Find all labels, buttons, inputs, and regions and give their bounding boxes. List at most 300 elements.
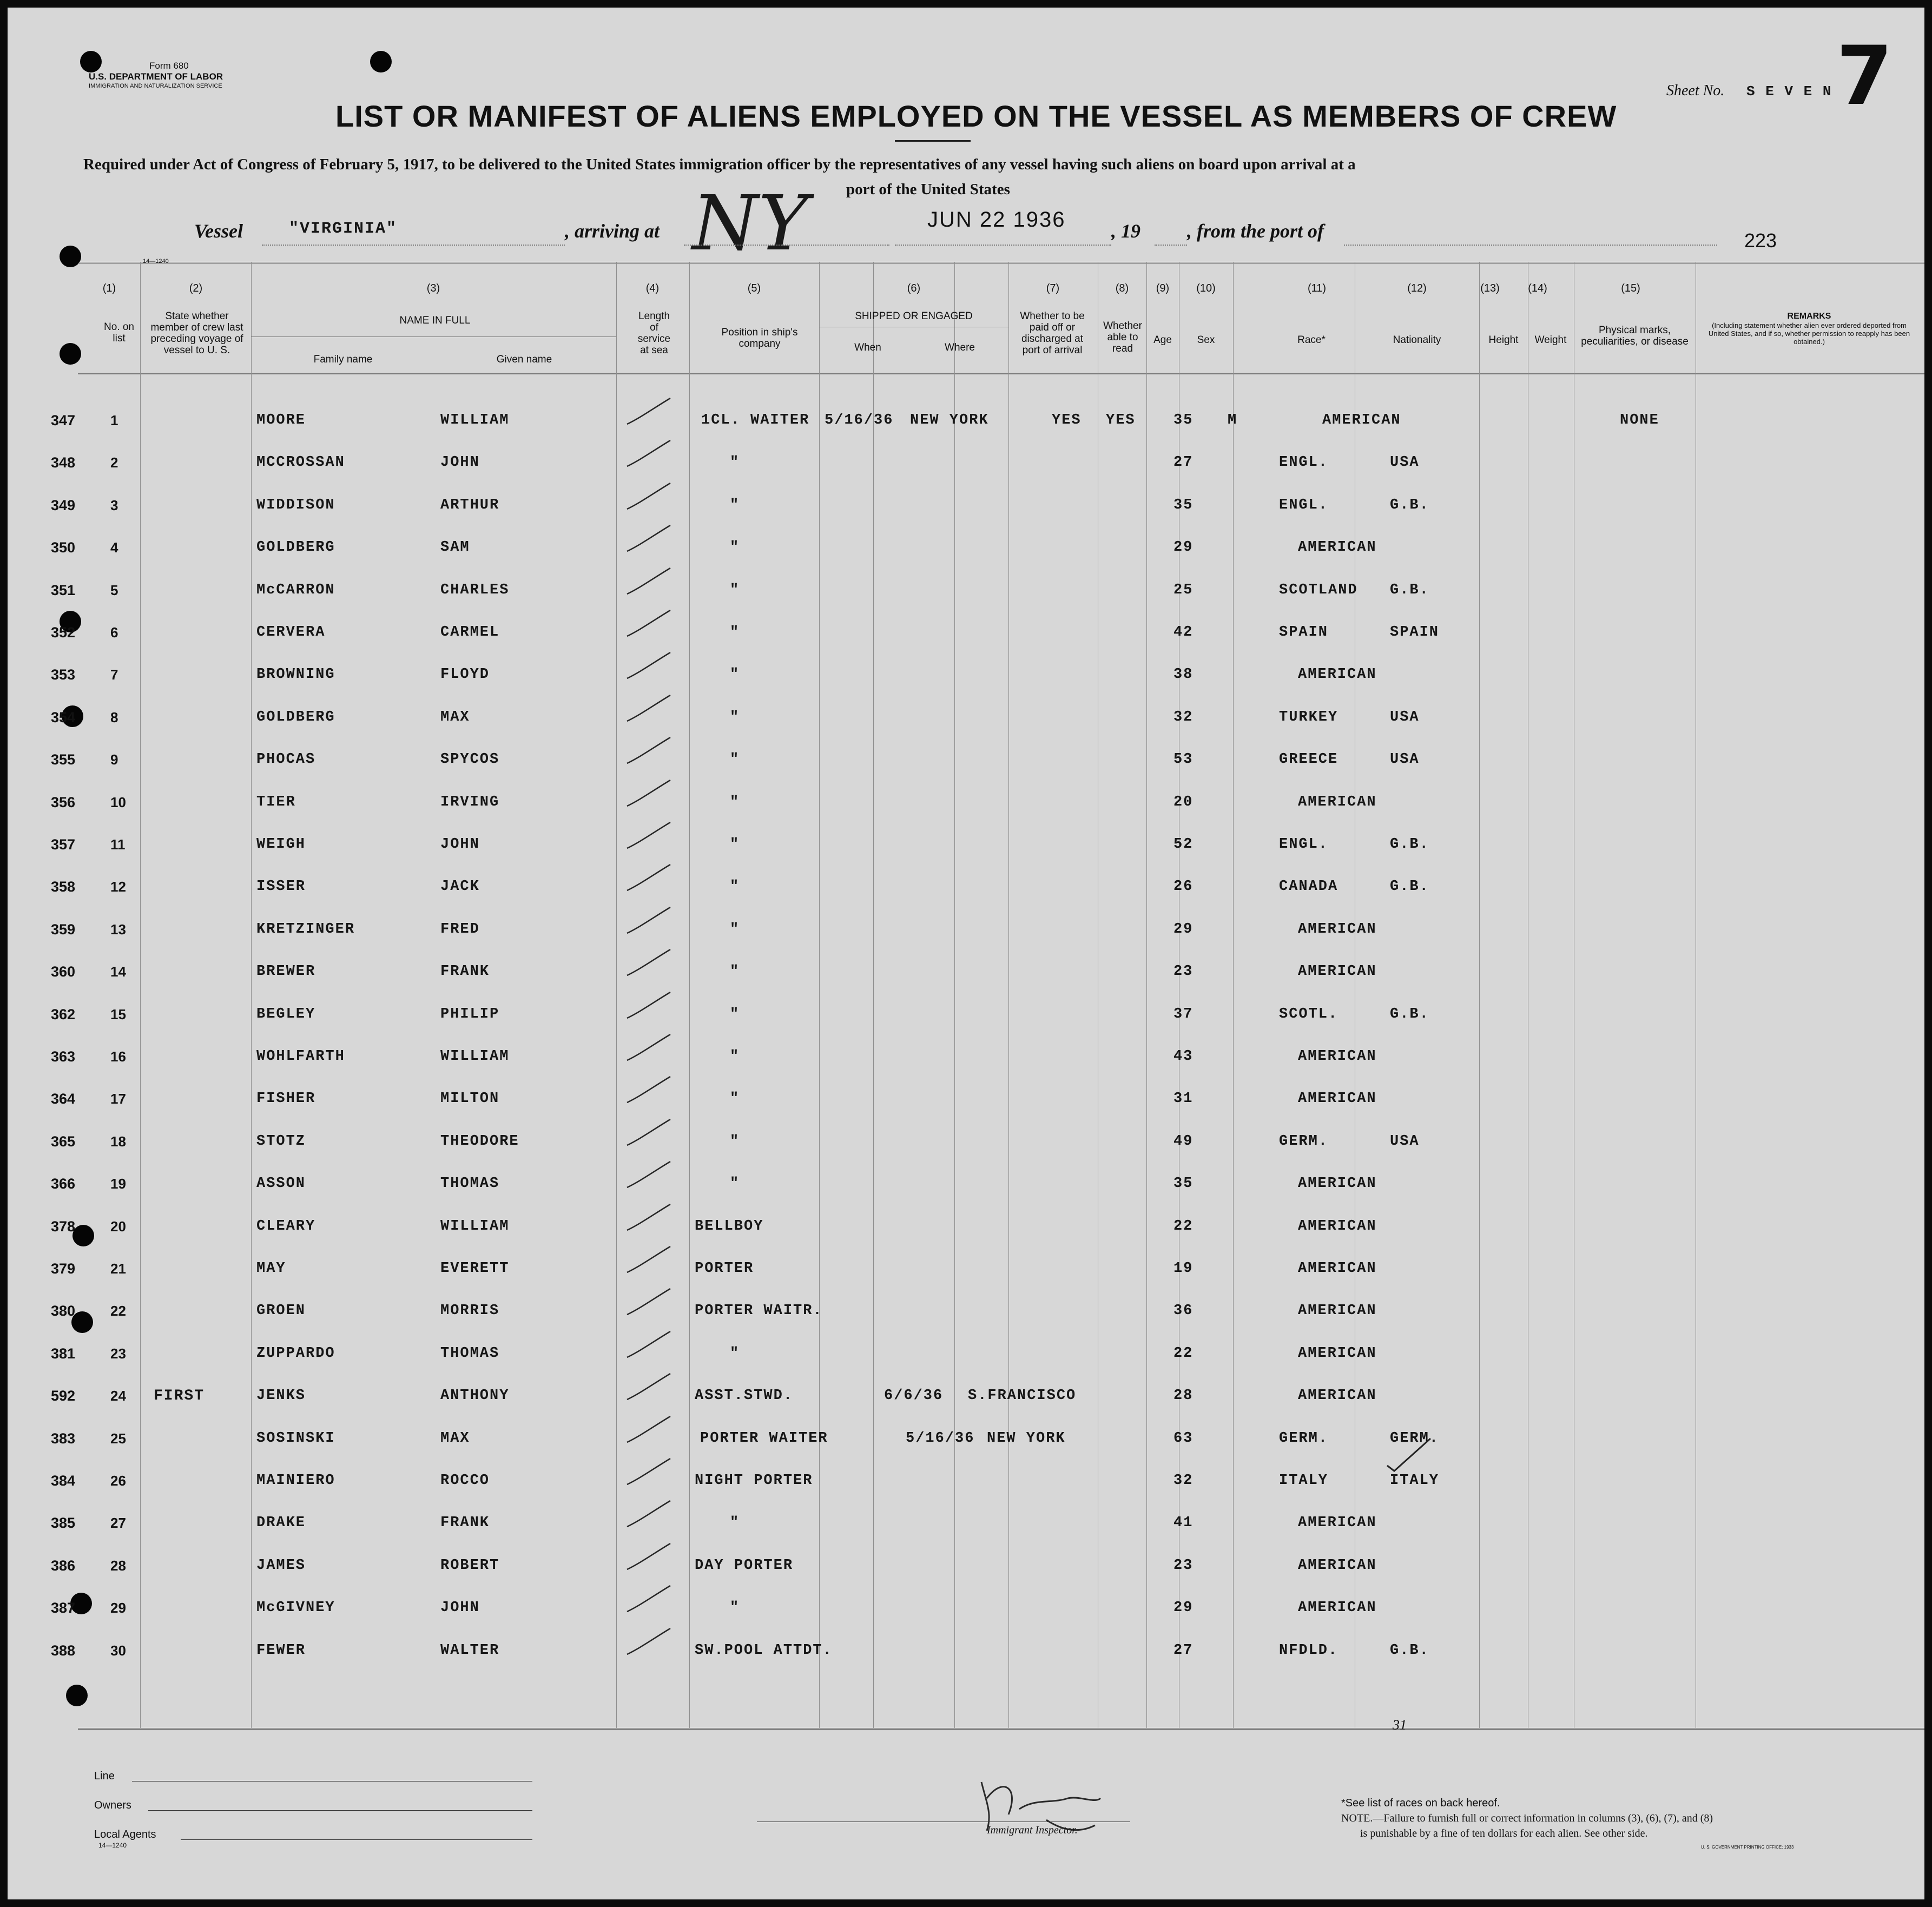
row-number: 13 [110, 921, 126, 938]
row-race: AMERICAN [1298, 1345, 1377, 1362]
row-family-name: FEWER [256, 1642, 306, 1659]
col-header-previous-voyage: State whether member of crew last preceding voyage of vessel to U. S. [150, 311, 243, 356]
row-family-name: GROEN [256, 1303, 306, 1319]
row-age: 42 [1173, 624, 1194, 641]
row-number: 27 [110, 1515, 126, 1532]
col-header-shipped-or-engaged: SHIPPED OR ENGAGED [855, 311, 973, 322]
from-port-dotline [1344, 245, 1717, 246]
row-family-name: ASSON [256, 1176, 306, 1192]
row-position: " [730, 921, 740, 938]
row-number: 25 [110, 1430, 126, 1447]
row-ref-number: 349 [51, 497, 76, 513]
row-race: SCOTLAND [1279, 582, 1358, 598]
col-num-13: (13) [1480, 282, 1500, 294]
row-given-name: JOHN [440, 836, 480, 853]
row-ref-number: 365 [51, 1133, 76, 1150]
row-position: PORTER [695, 1261, 754, 1277]
tick-mark-icon [624, 1414, 673, 1447]
tick-mark-icon [624, 1583, 673, 1616]
row-race: AMERICAN [1298, 921, 1377, 938]
col-num-3: (3) [426, 282, 440, 294]
table-row [8, 794, 1924, 836]
row-number: 10 [110, 794, 126, 810]
tick-mark-icon [624, 693, 673, 725]
row-age: 35 [1173, 497, 1194, 513]
row-nationality: USA [1390, 454, 1420, 471]
tick-mark-icon [624, 1456, 673, 1489]
row-family-name: PHOCAS [256, 751, 316, 768]
row-previous-voyage: FIRST [154, 1388, 205, 1405]
row-age: 63 [1173, 1430, 1194, 1447]
row-family-name: McCARRON [256, 582, 335, 598]
row-physical-marks: NONE [1620, 412, 1659, 428]
punch-hole [60, 246, 81, 267]
arriving-handwritten: NY [692, 180, 808, 268]
table-row [8, 1218, 1924, 1261]
row-given-name: WILLIAM [440, 412, 510, 428]
row-number: 26 [110, 1473, 126, 1489]
row-ref-number: 355 [51, 751, 76, 768]
row-position: " [730, 1048, 740, 1065]
row-nationality: GERM. [1390, 1430, 1440, 1447]
row-race: AMERICAN [1298, 1303, 1377, 1319]
row-race: CANADA [1279, 879, 1338, 895]
row-number: 16 [110, 1048, 126, 1065]
row-position: NIGHT PORTER [695, 1473, 813, 1489]
footer-note-races: *See list of races on back hereof. [1341, 1797, 1500, 1809]
row-family-name: McGIVNEY [256, 1600, 335, 1616]
row-age: 52 [1173, 836, 1194, 853]
row-given-name: ROBERT [440, 1557, 500, 1574]
row-family-name: MAY [256, 1261, 286, 1277]
col-num-5: (5) [747, 282, 761, 294]
col-header-name-in-full: NAME IN FULL [399, 315, 471, 326]
row-ref-number: 357 [51, 836, 76, 853]
row-shipped-when: 5/16/36 [906, 1430, 975, 1447]
row-family-name: SOSINSKI [256, 1430, 335, 1447]
row-number: 28 [110, 1557, 126, 1574]
row-family-name: JENKS [256, 1388, 306, 1404]
row-given-name: ARTHUR [440, 497, 500, 513]
date-stamp: JUN 22 1936 [927, 208, 1066, 232]
row-number: 6 [110, 624, 118, 641]
row-position: ASST.STWD. [695, 1388, 794, 1404]
row-given-name: MILTON [440, 1091, 500, 1107]
tick-mark-icon [624, 990, 673, 1022]
col-num-7: (7) [1046, 282, 1060, 294]
department-name: U.S. DEPARTMENT OF LABOR [89, 71, 223, 82]
row-age: 26 [1173, 879, 1194, 895]
col-num-8: (8) [1115, 282, 1129, 294]
row-age: 29 [1173, 921, 1194, 938]
row-age: 38 [1173, 667, 1194, 683]
row-ref-number: 387 [51, 1600, 76, 1616]
row-age: 19 [1173, 1261, 1194, 1277]
row-given-name: FRANK [440, 964, 490, 980]
row-race: AMERICAN [1322, 412, 1401, 428]
footer-owners-rule [148, 1810, 532, 1811]
table-row [8, 1091, 1924, 1133]
row-nationality: USA [1390, 751, 1420, 768]
row-given-name: WILLIAM [440, 1048, 510, 1065]
col-num-12: (12) [1407, 282, 1427, 294]
table-row [8, 454, 1924, 497]
vessel-label: Vessel [194, 220, 243, 242]
tick-mark-icon [624, 650, 673, 683]
row-given-name: THOMAS [440, 1345, 500, 1362]
row-age: 32 [1173, 1473, 1194, 1489]
row-race: ITALY [1279, 1473, 1329, 1489]
row-age: 49 [1173, 1133, 1194, 1150]
row-age: 35 [1173, 1176, 1194, 1192]
col-header-length-of-service: Length of service at sea [637, 311, 671, 356]
row-age: 32 [1173, 709, 1194, 725]
row-age: 41 [1173, 1515, 1194, 1532]
row-nationality: G.B. [1390, 582, 1429, 598]
vessel-name: "VIRGINIA" [289, 220, 398, 238]
page-title: LIST OR MANIFEST OF ALIENS EMPLOYED ON THE VESSEL AS MEMBERS OF CREW [335, 99, 1617, 133]
row-race: AMERICAN [1298, 1600, 1377, 1616]
col-header-age: Age [1153, 334, 1172, 346]
col-header-paid-off: Whether to be paid off or discharged at port of arrival [1020, 311, 1085, 356]
row-given-name: WALTER [440, 1642, 500, 1659]
row-given-name: THEODORE [440, 1133, 519, 1150]
row-family-name: DRAKE [256, 1515, 306, 1532]
row-family-name: CLEARY [256, 1218, 316, 1235]
row-given-name: FRED [440, 921, 480, 938]
footer-note-fine: NOTE.—Failure to furnish full or correct information in columns (3), (6), (7), and (8) [1341, 1812, 1713, 1824]
row-number: 15 [110, 1006, 126, 1022]
row-race: ENGL. [1279, 454, 1329, 471]
col-num-2: (2) [189, 282, 203, 294]
row-ref-number: 384 [51, 1473, 76, 1489]
row-shipped-where: NEW YORK [987, 1430, 1066, 1447]
row-age: 53 [1173, 751, 1194, 768]
manifest-sheet [8, 8, 1924, 1899]
row-position: " [730, 1176, 740, 1192]
subtitle: Required under Act of Congress of February 5, 1917, to be delivered to the United States immigration officer by the representatives of any vessel having such aliens on board upon arrival at a [83, 156, 1356, 173]
row-race: AMERICAN [1298, 1048, 1377, 1065]
tick-mark-icon [624, 735, 673, 768]
row-family-name: STOTZ [256, 1133, 306, 1150]
row-ref-number: 383 [51, 1430, 76, 1447]
table-row [8, 1048, 1924, 1091]
table-row [8, 1303, 1924, 1345]
row-given-name: MAX [440, 709, 470, 725]
row-number: 11 [110, 836, 126, 853]
row-race: AMERICAN [1298, 1557, 1377, 1574]
row-family-name: ISSER [256, 879, 306, 895]
table-row [8, 1430, 1924, 1473]
row-given-name: WILLIAM [440, 1218, 510, 1235]
from-port-label: , from the port of [1187, 220, 1324, 242]
footer-note-fine-continued: is punishable by a fine of ten dollars for each alien. See other side. [1360, 1827, 1648, 1839]
row-position: 1CL. WAITER [701, 412, 810, 428]
row-nationality: ITALY [1390, 1473, 1440, 1489]
row-position: " [730, 836, 740, 853]
row-ref-number: 385 [51, 1515, 76, 1532]
row-number: 21 [110, 1261, 126, 1277]
col-header-family-name: Family name [313, 354, 373, 365]
row-race: GERM. [1279, 1430, 1329, 1447]
table-row [8, 1133, 1924, 1176]
table-row [8, 921, 1924, 964]
row-given-name: FLOYD [440, 667, 490, 683]
row-position: " [730, 1006, 740, 1022]
row-nationality: USA [1390, 1133, 1420, 1150]
row-position: PORTER WAITER [700, 1430, 828, 1447]
row-nationality: G.B. [1390, 1642, 1429, 1659]
row-race: AMERICAN [1298, 1218, 1377, 1235]
service-name: IMMIGRATION AND NATURALIZATION SERVICE [89, 83, 222, 89]
table-row [8, 1345, 1924, 1388]
row-age: 31 [1173, 1091, 1194, 1107]
row-race: ENGL. [1279, 497, 1329, 513]
row-position: " [730, 794, 740, 810]
tick-mark-icon [624, 1499, 673, 1531]
inspector-label: Immigrant Inspector. [987, 1824, 1078, 1836]
tick-mark-icon [624, 1329, 673, 1362]
row-family-name: MAINIERO [256, 1473, 335, 1489]
col-header-nationality: Nationality [1393, 334, 1441, 346]
row-ref-number: 356 [51, 794, 76, 810]
table-row [8, 1006, 1924, 1048]
table-row [8, 709, 1924, 751]
arriving-label: , arriving at [565, 220, 660, 242]
row-given-name: IRVING [440, 794, 500, 810]
row-sex: M [1228, 412, 1238, 428]
vessel-dotline [262, 245, 565, 246]
table-row [8, 539, 1924, 582]
footer-line-label: Line [94, 1770, 115, 1782]
row-nationality: USA [1390, 709, 1420, 725]
table-bottom-border [78, 1728, 1924, 1730]
row-number: 29 [110, 1600, 126, 1616]
row-age: 27 [1173, 1642, 1194, 1659]
col-header-able-to-read: Whether able to read [1103, 320, 1142, 354]
row-race: NFDLD. [1279, 1642, 1338, 1659]
table-top-border [78, 262, 1924, 263]
header-bottom-border [78, 373, 1924, 374]
row-race: GERM. [1279, 1133, 1329, 1150]
row-number: 23 [110, 1345, 126, 1362]
row-number: 7 [110, 667, 118, 683]
tick-mark-icon [624, 1626, 673, 1659]
row-ref-number: 592 [51, 1388, 76, 1404]
row-given-name: CHARLES [440, 582, 510, 598]
page-stamp: 223 [1744, 229, 1777, 252]
tick-mark-icon [624, 481, 673, 513]
col-header-physical-marks: Physical marks, peculiarities, or disease [1581, 325, 1689, 347]
col-num-14: (14) [1528, 282, 1547, 294]
subtitle-continued: port of the United States [846, 181, 1010, 198]
col-header-when: When [854, 342, 881, 353]
row-family-name: BREWER [256, 964, 316, 980]
row-position: " [730, 709, 740, 725]
row-family-name: TIER [256, 794, 296, 810]
col-header-sex: Sex [1197, 334, 1215, 346]
row-race: SCOTL. [1279, 1006, 1338, 1022]
row-shipped-when: 5/16/36 [825, 412, 894, 428]
col-header-remarks-note: (Including statement whether alien ever ordered deported from United States, and if so, whether permission to reapply has been obtained.) [1708, 321, 1910, 346]
row-number: 12 [110, 879, 126, 895]
col-header-race: Race* [1297, 334, 1326, 346]
tick-mark-icon [624, 905, 673, 938]
table-row [8, 964, 1924, 1006]
row-shipped-where: S.FRANCISCO [968, 1388, 1077, 1404]
row-ref-number: 348 [51, 454, 76, 471]
row-given-name: MORRIS [440, 1303, 500, 1319]
row-given-name: JOHN [440, 1600, 480, 1616]
row-family-name: WEIGH [256, 836, 306, 853]
row-race: AMERICAN [1298, 1261, 1377, 1277]
row-ref-number: 352 [51, 624, 76, 641]
row-position: " [730, 964, 740, 980]
title-underline [895, 140, 971, 142]
row-nationality: G.B. [1390, 1006, 1429, 1022]
row-position: " [730, 539, 740, 556]
punch-hole [370, 51, 392, 72]
tick-mark-icon [624, 1202, 673, 1235]
col-header-remarks: REMARKS [1787, 312, 1831, 321]
row-family-name: MCCROSSAN [256, 454, 345, 471]
row-number: 20 [110, 1218, 126, 1235]
tick-mark-icon [624, 1286, 673, 1319]
row-number: 30 [110, 1642, 126, 1659]
row-position: " [730, 454, 740, 471]
row-position: " [730, 879, 740, 895]
row-family-name: MOORE [256, 412, 306, 428]
row-ref-number: 381 [51, 1345, 76, 1362]
row-number: 8 [110, 709, 118, 725]
row-age: 25 [1173, 582, 1194, 598]
row-age: 29 [1173, 539, 1194, 556]
row-race: AMERICAN [1298, 794, 1377, 810]
row-family-name: GOLDBERG [256, 709, 335, 725]
row-ref-number: 378 [51, 1218, 76, 1235]
row-ref-number: 354 [51, 709, 76, 725]
row-nationality: G.B. [1390, 836, 1429, 853]
form-number: Form 680 [149, 61, 189, 71]
row-age: 22 [1173, 1345, 1194, 1362]
tick-mark-icon [624, 1159, 673, 1192]
table-row [8, 1642, 1924, 1685]
row-shipped-where: NEW YORK [910, 412, 989, 428]
row-age: 20 [1173, 794, 1194, 810]
tick-mark-icon [624, 1074, 673, 1107]
row-ref-number: 353 [51, 667, 76, 683]
row-position: " [730, 667, 740, 683]
table-row [8, 497, 1924, 539]
table-row [8, 582, 1924, 624]
row-family-name: FISHER [256, 1091, 316, 1107]
arriving-dotline [684, 245, 889, 246]
row-ref-number: 366 [51, 1176, 76, 1192]
tick-mark-icon [624, 396, 673, 428]
row-given-name: JOHN [440, 454, 480, 471]
tick-mark-icon [624, 820, 673, 853]
row-race: SPAIN [1279, 624, 1329, 641]
table-row [8, 1473, 1924, 1515]
table-row [8, 624, 1924, 667]
row-number: 24 [110, 1388, 126, 1404]
row-family-name: BROWNING [256, 667, 335, 683]
row-number: 5 [110, 582, 118, 598]
row-given-name: PHILIP [440, 1006, 500, 1022]
row-given-name: CARMEL [440, 624, 500, 641]
col-num-4: (4) [645, 282, 660, 294]
table-row [8, 879, 1924, 921]
footer-agents-label: Local Agents [94, 1829, 156, 1840]
footer-owners-label: Owners [94, 1799, 131, 1811]
row-ref-number: 359 [51, 921, 76, 938]
row-age: 35 [1173, 412, 1194, 428]
year-dotline [1155, 245, 1187, 246]
date-dotline [895, 245, 1111, 246]
row-race: AMERICAN [1298, 964, 1377, 980]
table-row [8, 1600, 1924, 1642]
tick-mark-icon [624, 1117, 673, 1150]
tick-mark-icon [624, 1371, 673, 1404]
row-race: AMERICAN [1298, 1388, 1377, 1404]
table-row [8, 1515, 1924, 1557]
row-number: 4 [110, 539, 118, 556]
row-ref-number: 380 [51, 1303, 76, 1319]
row-number: 3 [110, 497, 118, 513]
punch-hole [80, 51, 102, 72]
check-mark-icon [1384, 1436, 1433, 1474]
row-position: " [730, 624, 740, 641]
row-given-name: JACK [440, 879, 480, 895]
tick-mark-icon [624, 1244, 673, 1277]
year-label: , 19 [1111, 220, 1140, 242]
row-position: " [730, 1600, 740, 1616]
row-family-name: GOLDBERG [256, 539, 335, 556]
row-race: AMERICAN [1298, 539, 1377, 556]
row-position: " [730, 497, 740, 513]
row-ref-number: 351 [51, 582, 76, 598]
table-row [8, 1261, 1924, 1303]
row-race: AMERICAN [1298, 1176, 1377, 1192]
row-age: 43 [1173, 1048, 1194, 1065]
tick-mark-icon [624, 523, 673, 556]
col-num-1: (1) [102, 282, 116, 294]
row-ref-number: 388 [51, 1642, 76, 1659]
row-age: 28 [1173, 1388, 1194, 1404]
row-family-name: ZUPPARDO [256, 1345, 335, 1362]
tick-mark-icon [624, 778, 673, 810]
tick-mark-icon [624, 608, 673, 641]
row-shipped-when: 6/6/36 [884, 1388, 944, 1404]
row-age: 22 [1173, 1218, 1194, 1235]
row-age: 23 [1173, 964, 1194, 980]
row-position: " [730, 1133, 740, 1150]
punch-hole [66, 1685, 88, 1706]
row-number: 14 [110, 964, 126, 980]
row-given-name: EVERETT [440, 1261, 510, 1277]
row-age: 27 [1173, 454, 1194, 471]
row-position: " [730, 1091, 740, 1107]
row-race: AMERICAN [1298, 667, 1377, 683]
row-ref-number: 363 [51, 1048, 76, 1065]
row-race: AMERICAN [1298, 1091, 1377, 1107]
row-number: 1 [110, 412, 118, 428]
col-num-10: (10) [1196, 282, 1216, 294]
row-position: SW.POOL ATTDT. [695, 1642, 833, 1659]
row-family-name: CERVERA [256, 624, 326, 641]
small-code: 14—1240 [143, 258, 169, 265]
col-header-position: Position in ship's company [721, 327, 798, 349]
